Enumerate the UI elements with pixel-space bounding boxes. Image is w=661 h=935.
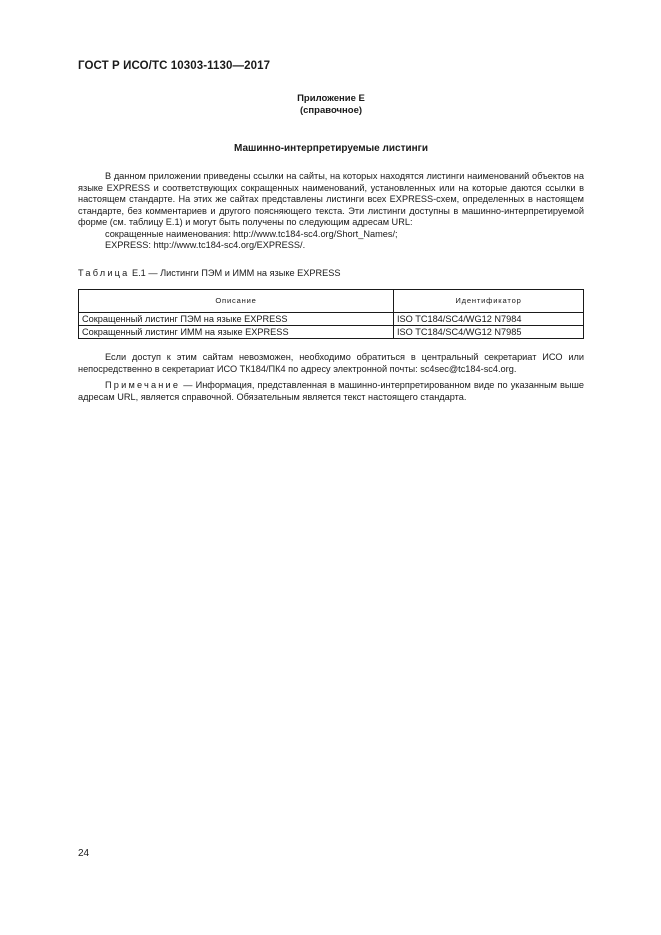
table-row	[79, 326, 584, 339]
table-caption-prefix: Таблица	[78, 268, 130, 278]
note-text: — Информация, представленная в машинно-интерпретированном виде по указанным выше адресам URL, является справочной. Обязательным является текст настоящего стандарта.	[78, 380, 584, 402]
after-block	[78, 352, 584, 408]
row-description: Сокращенный листинг ИММ на языке EXPRESS	[79, 326, 394, 339]
table-header-row	[79, 290, 584, 313]
url-express: EXPRESS: http://www.tc184-sc4.org/EXPRESS/.	[105, 240, 306, 250]
standard-code: ГОСТ Р ИСО/ТС 10303-1130—2017	[78, 60, 271, 72]
note-label: Примечание	[105, 380, 181, 390]
header-description: Описание	[79, 290, 394, 313]
table-caption	[78, 268, 341, 280]
table-row	[79, 313, 584, 326]
listings-table	[78, 289, 584, 339]
table-caption-text: Е.1 — Листинги ПЭМ и ИММ на языке EXPRESS	[129, 268, 341, 278]
row-description: Сокращенный листинг ПЭМ на языке EXPRESS	[79, 313, 394, 326]
section-title: Машинно-интерпретируемые листинги	[234, 143, 428, 154]
page-number: 24	[78, 848, 90, 859]
annex-heading	[78, 93, 584, 117]
annex-title: Приложение Е	[297, 93, 365, 104]
row-identifier: ISO TC184/SC4/WG12 N7984	[394, 313, 584, 326]
annex-subtitle: (справочное)	[299, 105, 363, 116]
row-identifier: ISO TC184/SC4/WG12 N7985	[394, 326, 584, 339]
note-paragraph	[78, 380, 584, 403]
intro-paragraph: В данном приложении приведены ссылки на сайты, на которых находятся листинги наименований объектов на языке EXPRESS и соответствующих сокращенных наименований, установленных или на которые даются ссылки в настоящем стандарте. На этих же сайтах представлены листинги всех EXPRESS-схем, определенных в настоящем стандарте, без комментариев и другого поясняющего текста. Эти листинги доступны в машинно-интерпретируемой форме (см. таблицу Е.1) и могут быть получены по следующим адресам URL:	[78, 171, 584, 227]
access-paragraph: Если доступ к этим сайтам невозможен, необходимо обратиться в центральный секретариат ИСО или непосредственно в секретариат ИСО ТК184/ПК4 по адресу электронной почты: sc4sec@tc184-sc4.org.	[78, 352, 584, 374]
header-identifier: Идентификатор	[394, 290, 584, 313]
url-short-names: сокращенные наименования: http://www.tc184-sc4.org/Short_Names/;	[105, 228, 398, 239]
intro-block	[78, 171, 584, 252]
